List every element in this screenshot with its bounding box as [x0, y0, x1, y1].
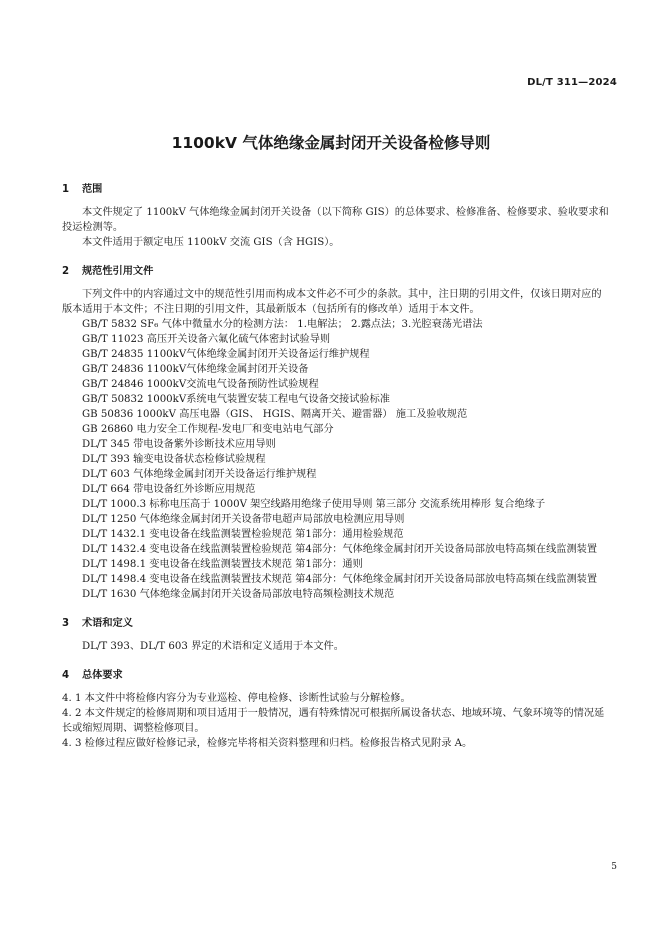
section-title: 范围: [82, 184, 103, 195]
reference-item: GB/T 50832 1000kV系统电气装置安装工程电气设备交接试验标准: [82, 394, 390, 405]
paragraph: 本文件规定了 1100kV 气体绝缘金属封闭开关设备（以下简称 GIS）的总体要求、检修准备、检修要求、验收要求和投运检测等。: [62, 207, 609, 233]
clause: 4. 2 本文件规定的检修周期和项目适用于一般情况，遇有特殊情况可根据所属设备状态、地域环境、气象环境等的情况延长或缩短周期、调整检修项目。: [62, 708, 605, 734]
reference-item: DL/T 664 带电设备红外诊断应用规范: [82, 484, 256, 495]
reference-item: GB/T 24836 1100kV气体绝缘金属封闭开关设备: [82, 364, 309, 375]
section-heading-2: [62, 264, 610, 279]
reference-item: DL/T 1498.1 变电设备在线监测装置技术规范 第1部分：通则: [82, 559, 363, 570]
reference-item: GB/T 5832 SF₆ 气体中微量水分的检测方法： 1.电解法； 2.露点法；3.光腔衰荡光谱法: [82, 319, 483, 330]
section-heading-4: [62, 668, 610, 683]
reference-item: DL/T 1630 气体绝缘金属封闭开关设备局部放电特高频检测技术规范: [82, 589, 395, 600]
document-title: 1100kV 气体绝缘金属封闭开关设备检修导则: [171, 134, 491, 152]
section-title: 总体要求: [82, 670, 123, 681]
clause: 4. 3 检修过程应做好检修记录，检修完毕将相关资料整理和归档。检修报告格式见附录 A。: [62, 738, 473, 749]
section-number: 1: [62, 184, 70, 195]
section-title: 规范性引用文件: [82, 266, 154, 277]
document-body: [62, 182, 610, 751]
section-heading-3: [62, 616, 610, 631]
reference-item: DL/T 1432.4 变电设备在线监测装置检验规范 第4部分：气体绝缘金属封闭开关设备局部放电特高频在线监测装置: [82, 544, 598, 555]
clause: 4. 1 本文件中将检修内容分为专业巡检、停电检修、诊断性试验与分解检修。: [62, 693, 411, 704]
reference-item: DL/T 393 输变电设备状态检修试验规程: [82, 454, 266, 465]
section-title: 术语和定义: [82, 618, 133, 629]
section-number: 2: [62, 266, 70, 277]
page-number: 5: [611, 862, 617, 872]
section-heading-1: [62, 182, 610, 197]
paragraph: 本文件适用于额定电压 1100kV 交流 GIS（含 HGIS）。: [82, 237, 340, 248]
reference-item: GB 50836 1000kV 高压电器（GIS、 HGIS、隔离开关、避雷器） 施工及验收规范: [82, 409, 468, 420]
reference-item: GB 26860 电力安全工作规程-发电厂和变电站电气部分: [82, 424, 334, 435]
reference-item: DL/T 1250 气体绝缘金属封闭开关设备带电超声局部放电检测应用导则: [82, 514, 405, 525]
section-number: 4: [62, 670, 70, 681]
document-code: DL/T 311—2024: [527, 77, 617, 88]
reference-item: GB/T 24835 1100kV气体绝缘金属封闭开关设备运行维护规程: [82, 349, 370, 360]
reference-item: DL/T 345 带电设备紫外诊断技术应用导则: [82, 439, 276, 450]
reference-item: GB/T 11023 高压开关设备六氟化硫气体密封试验导则: [82, 334, 331, 345]
section-number: 3: [62, 618, 70, 629]
paragraph: DL/T 393、DL/T 603 界定的术语和定义适用于本文件。: [82, 641, 344, 652]
reference-item: DL/T 1000.3 标称电压高于 1000V 架空线路用绝缘子使用导则 第三部分 交流系统用棒形 复合绝缘子: [82, 499, 546, 510]
paragraph: 下列文件中的内容通过文中的规范性引用而构成本文件必不可少的条款。其中，注日期的引用文件，仅该日期对应的版本适用于本文件；不注日期的引用文件，其最新版本（包括所有的修改单）适用于本文件。: [62, 289, 602, 315]
reference-item: GB/T 24846 1000kV交流电气设备预防性试验规程: [82, 379, 319, 390]
reference-item: DL/T 1498.4 变电设备在线监测装置技术规范 第4部分：气体绝缘金属封闭开关设备局部放电特高频在线监测装置: [82, 574, 598, 585]
reference-item: DL/T 1432.1 变电设备在线监测装置检验规范 第1部分：通用检验规范: [82, 529, 404, 540]
reference-item: DL/T 603 气体绝缘金属封闭开关设备运行维护规程: [82, 469, 317, 480]
